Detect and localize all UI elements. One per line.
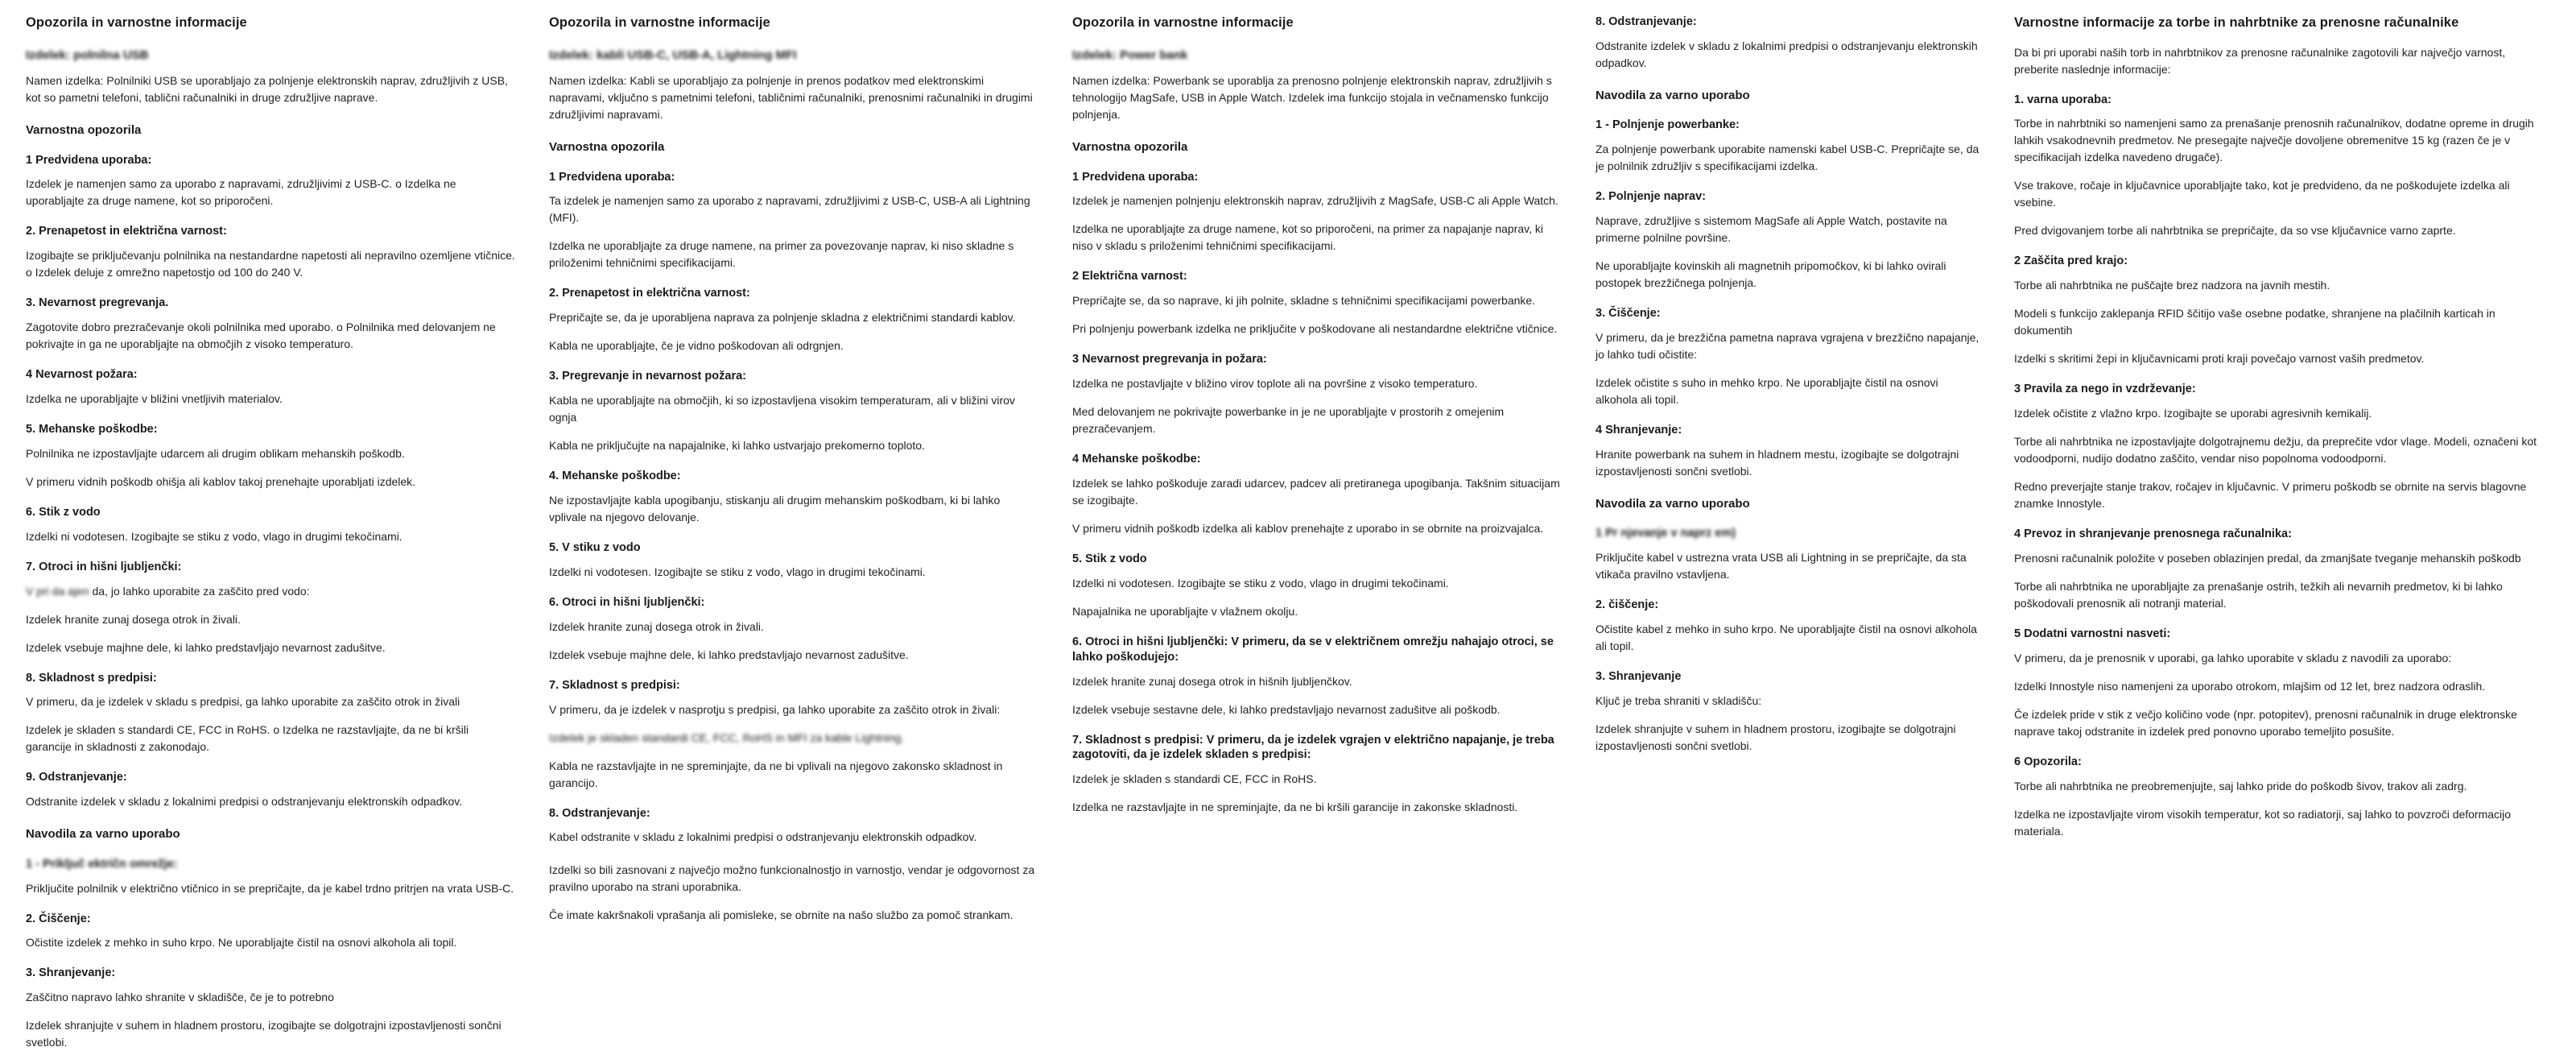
item-paragraph: Izdelek je skladen s standardi CE, FCC in RoHS. o Izdelka ne razstavljajte, da ne bi kršili garancije in skladnosti z zakonodajo. — [26, 723, 469, 754]
column-title: Varnostne informacije za torbe in nahrbtnike za prenosne računalnike — [2014, 15, 2459, 30]
item-paragraph: Izdelek hranite zunaj dosega otrok in hišnih ljubljenčkov. — [1072, 674, 1352, 688]
item-paragraph: Izdelek vsebuje majhne dele, ki lahko predstavljajo nevarnost zadušitve. — [549, 648, 909, 661]
section-heading-instructions-2: Navodila za varno uporabo — [1596, 496, 1750, 511]
item-paragraph: Pred dvigovanjem torbe ali nahrbtnika se prepričajte, da so vse ključavnice varno zaprte. — [2014, 224, 2456, 238]
item-paragraph: Izdelki ni vodotesen. Izogibajte se stiku z vodo, vlago in drugimi tekočinami. — [549, 565, 926, 578]
item-paragraph: V primeru, da je izdelek v skladu s predpisi, ga lahko uporabite za zaščito otrok in živali — [26, 695, 460, 709]
item-paragraph: Torbe ali nahrbtnika ne preobremenjujte, saj lahko pride do poškodb šivov, trakov ali zadrg. — [2014, 779, 2467, 792]
item-paragraph: Torbe ali nahrbtnika ne izpostavljajte dolgotrajnemu dežju, da preprečite vdor vlage. Modeli, označeni kot vodoodporni, nudijo dodatno zaščito, vendar niso popolnoma vodoodporni. — [2014, 435, 2537, 466]
item-paragraph: Izogibajte se priključevanju polnilnika na nestandardne napetosti ali nepravilno ozemljene vtičnice. o Izdelek deluje z omrežno napetostjo od 100 do 240 V. — [26, 249, 515, 279]
item-heading: 5 Dodatni varnostni nasveti: — [2014, 627, 2171, 640]
column-title: Opozorila in varnostne informacije — [26, 15, 247, 30]
item-heading: 6 Opozorila: — [2014, 755, 2082, 768]
item-paragraph: Izdelek hranite zunaj dosega otrok in živali. — [549, 619, 764, 633]
item-paragraph: Za polnjenje powerbank uporabite namenski kabel USB-C. Prepričajte se, da je polnilnik združljiv s specifikacijami izdelka. — [1596, 143, 1979, 173]
item-heading: 3. Pregrevanje in nevarnost požara: — [549, 370, 746, 383]
item-paragraph: Med delovanjem ne pokrivajte powerbanke in je ne uporabljajte v prostorih z omejenim prezračevanjem. — [1072, 405, 1505, 436]
column-title: Opozorila in varnostne informacije — [549, 15, 770, 30]
item-heading: 4 Shranjevanje: — [1596, 423, 1682, 437]
item-paragraph-partial-blur — [26, 583, 517, 600]
item-paragraph: Hranite powerbank na suhem in hladnem mestu, izogibajte se dolgotrajni izpostavljenosti sončni svetlobi. — [1596, 447, 1959, 478]
item-paragraph: Očistite izdelek z mehko in suho krpo. Ne uporabljajte čistil na osnovi alkohola ali topil. — [26, 936, 457, 950]
column-usb-charger — [11, 14, 535, 1049]
item-heading: 2. Čiščenje: — [26, 912, 91, 925]
item-heading: 2 Električna varnost: — [1072, 270, 1187, 283]
item-heading: 5. Mehanske poškodbe: — [26, 423, 158, 436]
item-heading: 9. Odstranjevanje: — [26, 771, 127, 784]
item-paragraph: Kabla ne razstavljajte in ne spreminjajte, da ne bi vplivali na njegovo zakonsko skladnost in garancijo. — [549, 759, 1003, 789]
item-heading: 1 - Polnjenje powerbanke: — [1596, 118, 1740, 132]
item-heading: 1. varna uporaba: — [2014, 93, 2112, 106]
item-heading: 2 Zaščita pred krajo: — [2014, 254, 2128, 268]
column-title: Opozorila in varnostne informacije — [1072, 15, 1294, 30]
item-heading: 8. Odstranjevanje: — [549, 806, 650, 820]
item-paragraph: Izdelki ni vodotesen. Izogibajte se stiku z vodo, vlago in drugimi tekočinami. — [1072, 576, 1449, 590]
item-paragraph: Izdelek je namenjen samo za uporabo z napravami, združljivimi z USB-C. o Izdelka ne uporabljajte za druge namene, kot so priporočeni. — [26, 177, 456, 208]
item-paragraph: Polnilnika ne izpostavljajte udarcem ali drugim oblikam mehanskih poškodb. — [26, 446, 405, 460]
item-heading: 3. Shranjevanje — [1596, 669, 1682, 683]
item-paragraph: Izdelki s skritimi žepi in ključavnicami proti kraji povečajo varnost vaših predmetov. — [2014, 352, 2425, 366]
item-heading: 2. Prenapetost in električna varnost: — [26, 225, 227, 238]
item-paragraph: Izdelka ne uporabljajte za druge namene, kot so priporočeni, na primer za napajanje naprav, ki niso v skladu s priloženimi tehničnimi specifikacijami. — [1072, 222, 1543, 253]
item-paragraph: Prepričajte se, da je uporabljena naprava za polnjenje skladna z električnimi standardi kablov. — [549, 311, 1016, 325]
column-powerbank-care — [1581, 14, 2000, 1007]
column-cables — [535, 14, 1058, 1007]
item-heading: 6. Otroci in hišni ljubljenčki: — [549, 595, 705, 609]
item-paragraph: Izdelka ne uporabljajte v bližini vnetljivih materialov. — [26, 392, 283, 405]
item-heading: 2. čiščenje: — [1596, 598, 1659, 612]
item-paragraph-blurred: Izdelek je skladen standardi CE, FCC, RoHS in MFI za kable Lightning. — [549, 730, 905, 744]
item-paragraph: Očistite kabel z mehko in suho krpo. Ne uporabljajte čistil na osnovi alkohola ali topil. — [1596, 622, 1977, 652]
item-paragraph: V primeru vidnih poškodb izdelka ali kablov prenehajte z uporabo in se obrnite na proizvajalca. — [1072, 522, 1544, 535]
item-paragraph: Odstranite izdelek v skladu z lokalnimi predpisi o odstranjevanju elektronskih odpadkov. — [1596, 39, 1978, 69]
item-paragraph: V primeru, da je izdelek v nasprotju s predpisi, ga lahko uporabite za zaščito otrok in živali: — [549, 702, 1001, 716]
item-paragraph: V primeru vidnih poškodb ohišja ali kablov takoj prenehajte uporabljati izdelek. — [26, 474, 416, 488]
item-paragraph: Ključ je treba shraniti v skladišču: — [1596, 693, 1762, 707]
item-heading: 5. V stiku z vodo — [549, 541, 641, 554]
section-heading-instructions: Navodila za varno uporabo — [26, 827, 180, 842]
item-heading: 3 Nevarnost pregrevanja in požara: — [1072, 353, 1267, 366]
item-heading: 7. Skladnost s predpisi: — [549, 678, 680, 692]
item-paragraph: Kabel odstranite v skladu z lokalnimi predpisi o odstranjevanju elektronskih odpadkov. — [549, 830, 977, 844]
item-paragraph: Priključite kabel v ustrezna vrata USB ali Lightning in se prepričajte, da sta vtikača pravilno vstavljena. — [1596, 551, 1967, 581]
item-paragraph: Prenosni računalnik položite v poseben oblazinjen predal, da zmanjšate tveganje mehanskih poškodb — [2014, 552, 2521, 565]
item-paragraph: Torbe ali nahrbtnika ne uporabljajte za prenašanje ostrih, težkih ali nevarnih predmetov, ki bi lahko poškodovali prenosnik ali notranji material. — [2014, 580, 2503, 610]
item-paragraph: Izdelek vsebuje majhne dele, ki lahko predstavljajo nevarnost zadušitve. — [26, 640, 386, 654]
intro-paragraph: Da bi pri uporabi naših torb in nahrbtnikov za prenosne računalnike zagotovili kar največjo varnost, preberite naslednje informacije: — [2014, 45, 2506, 76]
product-line: Izdelek: kabli USB-C, USB-A, Lightning MFI — [549, 48, 797, 62]
item-paragraph: Izdelki Innostyle niso namenjeni za uporabo otrokom, mlajšim od 12 let, brez nadzora odraslih. — [2014, 679, 2486, 693]
item-heading: 6. Otroci in hišni ljubljenčki: V primeru, da se v električnem omrežju nahajajo otroci, se lahko poškodujejo: — [1072, 635, 1554, 664]
intro-paragraph: Namen izdelka: Powerbank se uporablja za prenosno polnjenje elektronskih naprav, združljivih s tehnologijo MagSafe, USB in Apple Watch. Izdelek ima funkcijo stojala in večnamensko funkcijo polnjenja. — [1072, 74, 1552, 122]
section-heading-warnings: Varnostna opozorila — [549, 140, 665, 155]
item-paragraph-text: da, jo lahko uporabite za zaščito pred vodo: — [92, 584, 310, 598]
item-paragraph: Izdelka ne postavljajte v bližino virov toplote ali na površine z visoko temperaturo. — [1072, 377, 1478, 391]
item-paragraph: Izdelek je namenjen polnjenju elektronskih naprav, združljivih z MagSafe, USB-C ali Apple Watch. — [1072, 194, 1558, 208]
item-heading: 3. Shranjevanje: — [26, 966, 116, 980]
item-paragraph: Ne izpostavljajte kabla upogibanju, stiskanju ali drugim mehanskim poškodbam, ki bi lahko vplivale na njegovo delovanje. — [549, 494, 1001, 523]
item-paragraph: Naprave, združljive s sistemom MagSafe ali Apple Watch, postavite na primerne polnilne površine. — [1596, 214, 1947, 245]
footer-paragraph: Če imate kakršnakoli vprašanja ali pomisleke, se obrnite na našo službo za pomoč strankam. — [549, 908, 1013, 922]
item-heading: 2. Polnjenje naprav: — [1596, 190, 1706, 204]
item-paragraph: Vse trakove, ročaje in ključavnice uporabljajte tako, kot je predvideno, da ne poškodujete izdelka ali vsebine. — [2014, 179, 2510, 209]
item-paragraph: Torbe in nahrbtniki so namenjeni samo za prenašanje prenosnih računalnikov, dodatne opreme in drugih lahkih vsakodnevnih predmetov. Ne presegajte največje dovoljene obremenitve 15 kg (razen če je v specifikacijah izdelka navedeno drugače). — [2014, 117, 2534, 164]
item-heading: 2. Prenapetost in električna varnost: — [549, 287, 750, 300]
item-paragraph: Izdelek vsebuje sestavne dele, ki lahko predstavljajo nevarnost zadušitve ali poškodb. — [1072, 702, 1501, 716]
section-heading-instructions: Navodila za varno uporabo — [1596, 88, 1750, 102]
column-laptop-bags — [2000, 14, 2563, 1007]
item-heading: 3 Pravila za nego in vzdrževanje: — [2014, 383, 2196, 396]
section-heading-warnings: Varnostna opozorila — [26, 123, 142, 138]
item-paragraph: Izdelek se lahko poškoduje zaradi udarcev, padcev ali pretiranega upogibanja. Takšnim situacijam se izogibajte. — [1072, 477, 1560, 507]
item-paragraph: V primeru, da je prenosnik v uporabi, ga lahko uporabite v skladu z navodili za uporabo: — [2014, 651, 2452, 664]
item-paragraph: Izdelki ni vodotesen. Izogibajte se stiku z vodo, vlago in drugimi tekočinami. — [26, 529, 402, 543]
item-paragraph: Izdelek hranite zunaj dosega otrok in živali. — [26, 612, 241, 626]
item-paragraph: Priključite polnilnik v električno vtičnico in se prepričajte, da je kabel trdno pritrjen na vrata USB-C. — [26, 881, 514, 895]
item-heading: 1 Predvidena uporaba: — [1072, 170, 1199, 184]
intro-paragraph: Namen izdelka: Polnilniki USB se uporabljajo za polnjenje elektronskih naprav, združljivih z USB, kot so pametni telefoni, tablični računalniki in druge združljive naprave. — [26, 74, 508, 105]
item-paragraph: Izdelek očistite z vlažno krpo. Izogibajte se uporabi agresivnih kemikalij. — [2014, 407, 2372, 420]
item-heading: 7. Skladnost s predpisi: V primeru, da je izdelek vgrajen v električno napajanje, je treba zagotoviti, da je izdelek skladen s predpisi: — [1072, 733, 1554, 762]
item-heading: 3. Nevarnost pregrevanja. — [26, 296, 169, 310]
item-heading: 4 Nevarnost požara: — [26, 368, 138, 382]
item-heading: 4 Prevoz in shranjevanje prenosnega računalnika: — [2014, 528, 2292, 541]
item-paragraph: Zagotovite dobro prezračevanje okoli polnilnika med uporabo. o Polnilnika med delovanjem ne pokrivajte in ga ne uporabljajte na območjih z visoko temperaturo. — [26, 321, 496, 351]
item-paragraph: Izdelek shranjujte v suhem in hladnem prostoru, izogibajte se dolgotrajni izpostavljenosti sončni svetlobi. — [26, 1019, 502, 1049]
item-heading: 1 Predvidena uporaba: — [549, 170, 675, 184]
item-paragraph: Prepričajte se, da so naprave, ki jih polnite, skladne s tehničnimi specifikacijami powerbanke. — [1072, 294, 1536, 308]
column-powerbank — [1058, 14, 1581, 1007]
item-paragraph: Izdelek očistite s suho in mehko krpo. Ne uporabljajte čistil na osnovi alkohola ali topil. — [1596, 375, 1938, 406]
item-paragraph: Kabla ne uporabljajte na območjih, ki so izpostavljena visokim temperaturam, ali v bližini virov ognja — [549, 394, 1015, 424]
item-paragraph: Modeli s funkcijo zaklepanja RFID ščitijo vaše osebne podatke, shranjene na plačilnih karticah in dokumentih — [2014, 307, 2496, 337]
item-paragraph: Če izdelek pride v stik z večjo količino vode (npr. potopitev), prenosni računalnik in druge elektronske naprave takoj odstranite in izdelek pred ponovno uporabo temeljito posušite. — [2014, 707, 2517, 738]
item-heading: 5. Stik z vodo — [1072, 552, 1147, 565]
product-line: Izdelek: polnilna USB — [26, 48, 149, 62]
item-paragraph: Odstranite izdelek v skladu z lokalnimi predpisi o odstranjevanju elektronskih odpadkov. — [26, 795, 463, 809]
item-heading: 8. Skladnost s predpisi: — [26, 671, 157, 685]
item-paragraph: Napajalnika ne uporabljajte v vlažnem okolju. — [1072, 604, 1298, 618]
item-heading: 8. Odstranjevanje: — [1596, 15, 1697, 28]
item-paragraph: Torbe ali nahrbtnika ne puščajte brez nadzora na javnih mestih. — [2014, 279, 2330, 292]
item-paragraph: Zaščitno napravo lahko shranite v skladišče, če je to potrebno — [26, 991, 334, 1004]
item-paragraph: Ne uporabljajte kovinskih ali magnetnih pripomočkov, ki bi lahko ovirali postopek brezžičnega polnjenja. — [1596, 259, 1946, 290]
item-paragraph: Pri polnjenju powerbank izdelka ne priključite v poškodovane ali nestandardne električne vtičnice. — [1072, 322, 1558, 336]
product-line: Izdelek: Power bank — [1072, 48, 1188, 62]
item-paragraph: Ta izdelek je namenjen samo za uporabo z napravami, združljivimi z USB-C, USB-A ali Lightning (MFI). — [549, 194, 1030, 225]
item-heading: 7. Otroci in hišni ljubljenčki: — [26, 560, 182, 573]
item-paragraph: Redno preverjajte stanje trakov, ročajev in ključavnic. V primeru poškodb se obrnite na servis blagovne znamke Innostyle. — [2014, 480, 2527, 511]
section-heading-warnings: Varnostna opozorila — [1072, 140, 1188, 155]
item-heading: 3. Čiščenje: — [1596, 307, 1661, 321]
item-paragraph: Izdelek shranjujte v suhem in hladnem prostoru, izogibajte se dolgotrajni izpostavljenosti sončni svetlobi. — [1596, 722, 1956, 752]
item-paragraph: V primeru, da je brezžična pametna naprava vgrajena v brezžično napajanje, jo lahko tudi očistite: — [1596, 330, 1979, 361]
footer-paragraph: Izdelki so bili zasnovani z največjo možno funkcionalnostjo in varnostjo, vendar je odgovornost za pravilno uporabo na strani uporabnika. — [549, 863, 1035, 894]
item-heading: 1 Predvidena uporaba: — [26, 153, 152, 167]
item-heading: 4. Mehanske poškodbe: — [549, 470, 681, 483]
item-paragraph: Kabla ne priključujte na napajalnike, ki lahko ustvarjajo prekomerno toploto. — [549, 439, 925, 453]
item-paragraph: Izdelka ne izpostavljajte virom visokih temperatur, kot so radiatorji, saj lahko to povzroči deformacijo materiala. — [2014, 807, 2512, 838]
item-paragraph: Kabla ne uporabljajte, če je vidno poškodovan ali odrgnjen. — [549, 339, 844, 353]
item-heading-blurred: 1 Pr njevanje v naprz em) — [1596, 527, 1736, 540]
item-heading-blurred: 1 - Priključ ektričn omrežje: — [26, 857, 178, 871]
blurred-text: V pri da ajen — [26, 584, 89, 598]
item-heading: 6. Stik z vodo — [26, 505, 101, 519]
item-paragraph: Izdelka ne uporabljajte za druge namene, na primer za povezovanje naprav, ki niso skladne s priloženimi tehničnimi specifikacijami. — [549, 239, 1014, 270]
intro-paragraph: Namen izdelka: Kabli se uporabljajo za polnjenje in prenos podatkov med elektronskimi napravami, vključno s pametnimi telefoni, tabličnimi računalniki, prenosnimi računalniki in drugimi združljivimi napravami. — [549, 74, 1033, 122]
item-paragraph: Izdelek je skladen s standardi CE, FCC in RoHS. — [1072, 772, 1317, 786]
item-paragraph: Izdelka ne razstavljajte in ne spreminjajte, da ne bi kršili garancije in zakonske skladnosti. — [1072, 801, 1518, 814]
item-heading: 4 Mehanske poškodbe: — [1072, 453, 1201, 466]
